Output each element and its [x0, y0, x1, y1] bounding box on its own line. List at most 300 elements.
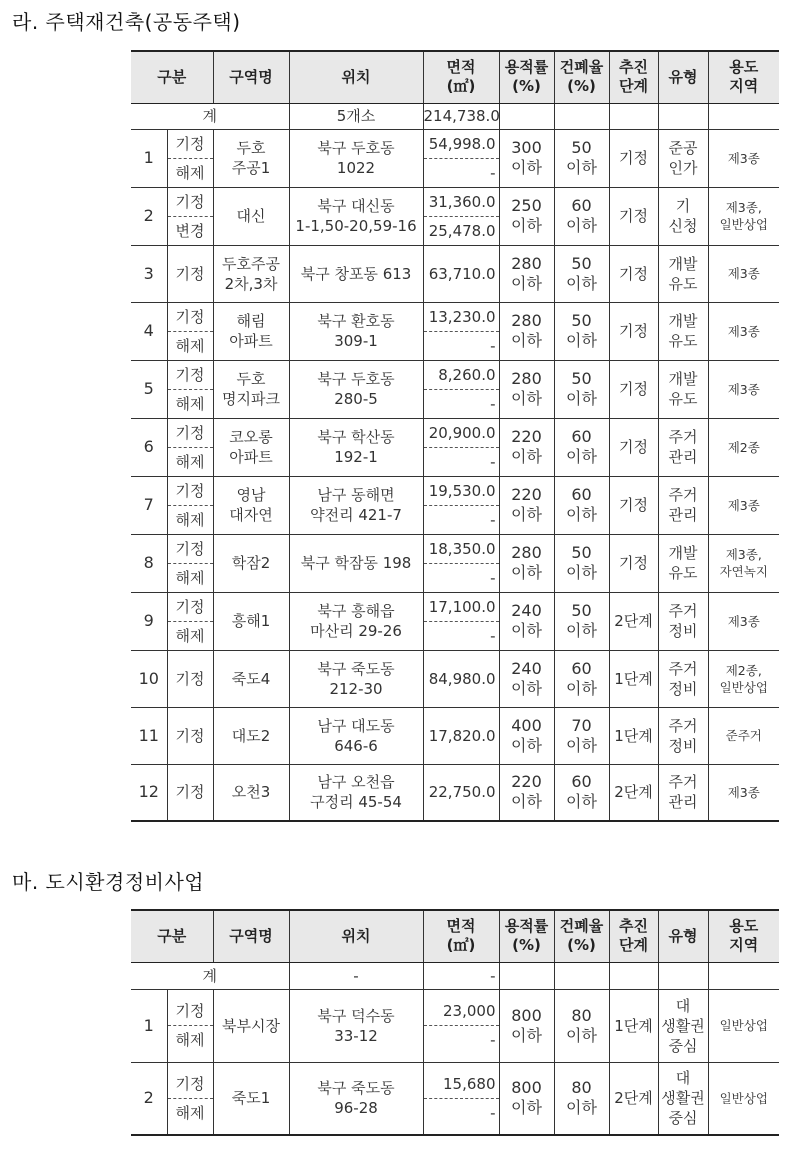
row-far [499, 418, 554, 476]
row-zone [708, 592, 779, 650]
row-far [499, 129, 554, 187]
area-name-line: 북부시장 [222, 1016, 280, 1035]
row-type [658, 650, 708, 707]
row-stage: 기정 [609, 129, 658, 187]
row-zone [708, 1062, 779, 1135]
header-type: 유형 [658, 51, 708, 103]
zone-line: 일반상업 [719, 679, 768, 695]
type-line: 기 [675, 197, 691, 215]
location-line: 남구 동해면 [317, 486, 395, 504]
row-type [658, 989, 708, 1062]
zone-line: 제3종 [727, 323, 760, 339]
row-zone [708, 707, 779, 764]
header-far-line: 용적률 [504, 917, 549, 936]
total-empty-cell [708, 962, 779, 989]
row-number: 8 [131, 534, 167, 592]
location-line: 북구 두호동 [317, 370, 395, 388]
area-name-line: 두호 [236, 370, 266, 388]
row-bcr [554, 476, 609, 534]
far-line: 220 [511, 485, 542, 504]
area-current: 17,100.0 [424, 593, 499, 622]
status-current: 기정 [168, 303, 213, 332]
row-stage: 1단계 [609, 650, 658, 707]
row-area-name [213, 129, 289, 187]
zone-line: 제3종 [727, 381, 760, 397]
row-location [289, 1062, 423, 1135]
total-empty-cell [658, 103, 708, 129]
type-line: 정비 [668, 679, 698, 698]
header-row [131, 910, 779, 962]
header-bcr-line: 건폐율 [559, 917, 604, 936]
type-line: 관리 [668, 506, 698, 524]
table-row [131, 245, 779, 302]
row-status [167, 989, 213, 1062]
row-number: 9 [131, 592, 167, 650]
row-location [289, 989, 423, 1062]
row-zone [708, 650, 779, 707]
zone-line: 제2종 [727, 439, 760, 455]
location-line: 남구 오천읍 [317, 773, 395, 792]
area-name-line: 명지파크 [222, 390, 280, 408]
far-line: 280 [511, 369, 542, 388]
row-area [423, 476, 499, 534]
area-changed: - [490, 1031, 496, 1049]
total-label: 계 [131, 962, 289, 989]
area-name-line: 학잠2 [231, 554, 271, 572]
location-line: 북구 대신동 [317, 197, 395, 215]
header-far-line: (%) [512, 936, 541, 955]
zone-line: 제3종, [725, 547, 762, 562]
total-empty-cell [658, 962, 708, 989]
type-line: 생활권 [661, 1016, 705, 1035]
area-current: 54,998.0 [424, 130, 499, 159]
header-stage-line: 단계 [619, 77, 648, 96]
status-change: 해제 [175, 626, 205, 645]
table-body [131, 103, 779, 821]
far-line: 이하 [511, 678, 542, 698]
row-area [423, 129, 499, 187]
bcr-line: 이하 [566, 678, 597, 698]
header-stage [609, 51, 658, 103]
row-area-name [213, 245, 289, 302]
type-line: 중심 [668, 1109, 698, 1128]
far-line: 이하 [511, 563, 542, 582]
status-current: 기정 [175, 264, 205, 283]
far-line: 이하 [511, 1025, 542, 1045]
row-far [499, 1062, 554, 1135]
row-zone [708, 187, 779, 245]
area-changed: - [490, 510, 496, 529]
type-line: 정비 [668, 622, 698, 640]
far-line: 240 [511, 601, 542, 620]
area-changed: - [490, 1103, 496, 1122]
table-header [131, 910, 779, 962]
header-stage [609, 910, 658, 962]
row-area [423, 302, 499, 360]
bcr-line: 이하 [566, 216, 597, 235]
area-current: 19,530.0 [424, 477, 499, 506]
status-current: 기정 [168, 130, 213, 159]
row-area-name [213, 187, 289, 245]
bcr-line: 50 [571, 253, 592, 273]
area-current: 13,230.0 [424, 303, 499, 332]
header-location: 위치 [289, 51, 423, 103]
table-row [131, 476, 779, 534]
total-area: - [423, 962, 499, 989]
area-name-line: 흥해1 [231, 612, 271, 630]
area-name-line: 오천3 [231, 783, 271, 802]
row-location [289, 360, 423, 418]
total-empty-cell [554, 962, 609, 989]
table-row [131, 707, 779, 764]
status-current: 기정 [175, 726, 205, 745]
total-empty-cell [609, 962, 658, 989]
row-status [167, 245, 213, 302]
row-far [499, 302, 554, 360]
area-current: 23,000 [424, 997, 499, 1026]
location-line: 남구 대도동 [317, 716, 395, 735]
row-stage: 기정 [609, 187, 658, 245]
far-line: 300 [511, 138, 542, 157]
type-line: 유도 [668, 564, 698, 582]
row-bcr [554, 989, 609, 1062]
row-area [423, 650, 499, 707]
row-location [289, 418, 423, 476]
status-current: 기정 [168, 477, 213, 506]
bcr-line: 60 [571, 485, 592, 504]
area-name-line: 죽도4 [231, 669, 271, 688]
status-current: 기정 [175, 669, 205, 688]
zone-line: 자연녹지 [719, 564, 768, 579]
area-current: 18,350.0 [424, 535, 499, 564]
type-line: 인가 [668, 159, 698, 177]
header-location: 위치 [289, 910, 423, 962]
urban-environment-table [131, 909, 779, 1136]
row-stage: 1단계 [609, 707, 658, 764]
location-line: 646-6 [334, 736, 378, 755]
table-row [131, 650, 779, 707]
area-changed: - [490, 394, 496, 413]
header-bcr-line: (%) [567, 77, 596, 96]
row-type [658, 476, 708, 534]
status-change: 변경 [175, 221, 205, 240]
row-location [289, 592, 423, 650]
row-far [499, 187, 554, 245]
row-number: 7 [131, 476, 167, 534]
row-status [167, 302, 213, 360]
row-location [289, 187, 423, 245]
row-status [167, 592, 213, 650]
area-name-line: 대자연 [229, 506, 273, 524]
header-far [499, 51, 554, 103]
row-area [423, 534, 499, 592]
row-zone [708, 245, 779, 302]
row-area [423, 592, 499, 650]
row-zone [708, 764, 779, 821]
row-location [289, 650, 423, 707]
row-far [499, 592, 554, 650]
area-changed: - [490, 336, 496, 355]
area-current: 17,820.0 [428, 726, 496, 745]
status-current: 기정 [168, 535, 213, 564]
location-line: 북구 두호동 [317, 139, 395, 157]
row-status [167, 476, 213, 534]
status-current: 기정 [168, 1070, 213, 1099]
row-stage: 기정 [609, 302, 658, 360]
area-name-line: 아파트 [229, 448, 273, 466]
row-area-name [213, 592, 289, 650]
header-zone-line: 용도 [729, 917, 759, 936]
row-status [167, 129, 213, 187]
row-zone [708, 418, 779, 476]
row-status [167, 360, 213, 418]
bcr-line: 60 [571, 658, 592, 678]
status-change: 해제 [175, 510, 205, 529]
row-stage: 2단계 [609, 592, 658, 650]
zone-line: 일반상업 [719, 1090, 768, 1106]
bcr-line: 이하 [566, 331, 597, 350]
row-zone [708, 989, 779, 1062]
row-stage: 기정 [609, 245, 658, 302]
far-line: 이하 [511, 447, 542, 466]
bcr-line: 이하 [566, 735, 597, 755]
row-area [423, 707, 499, 764]
row-bcr [554, 360, 609, 418]
row-area-name [213, 707, 289, 764]
type-line: 관리 [668, 793, 698, 812]
zone-line: 일반상업 [719, 1018, 768, 1033]
zone-line: 제3종 [727, 613, 760, 629]
table-row [131, 989, 779, 1062]
area-name-line: 2차,3차 [224, 274, 278, 293]
zone-line: 준주거 [725, 728, 762, 743]
far-line: 이하 [511, 735, 542, 755]
type-line: 개발 [668, 312, 698, 330]
row-area-name [213, 534, 289, 592]
row-area [423, 360, 499, 418]
row-number: 11 [131, 707, 167, 764]
bcr-line: 50 [571, 543, 592, 562]
zone-line: 제3종 [727, 266, 760, 281]
location-line: 마산리 29-26 [310, 622, 402, 640]
row-zone [708, 360, 779, 418]
type-line: 유도 [668, 332, 698, 350]
area-name-line: 두호주공 [222, 254, 280, 273]
row-bcr [554, 707, 609, 764]
row-number: 4 [131, 302, 167, 360]
row-stage: 기정 [609, 360, 658, 418]
header-gubun: 구분 [131, 910, 213, 962]
area-changed: - [490, 163, 496, 182]
row-stage: 2단계 [609, 1062, 658, 1135]
type-line: 대 [675, 1069, 691, 1088]
row-status [167, 764, 213, 821]
row-location [289, 129, 423, 187]
type-line: 정비 [668, 736, 698, 755]
table-row [131, 592, 779, 650]
row-area [423, 764, 499, 821]
header-far [499, 910, 554, 962]
row-area-name [213, 650, 289, 707]
bcr-line: 50 [571, 369, 592, 388]
row-status [167, 418, 213, 476]
table-row [131, 418, 779, 476]
row-number: 3 [131, 245, 167, 302]
far-line: 250 [511, 196, 542, 215]
area-name-line: 해림 [236, 312, 266, 330]
status-change: 해제 [175, 1031, 205, 1049]
row-far [499, 650, 554, 707]
header-area [423, 51, 499, 103]
zone-line: 제3종 [727, 497, 760, 513]
row-number: 1 [131, 989, 167, 1062]
type-line: 중심 [668, 1036, 698, 1055]
row-status [167, 187, 213, 245]
area-name-line: 대신 [236, 207, 266, 225]
type-line: 개발 [668, 544, 698, 562]
row-type [658, 129, 708, 187]
header-bcr [554, 51, 609, 103]
header-area-line: 면적 [446, 917, 476, 936]
bcr-line: 이하 [566, 447, 597, 466]
row-bcr [554, 534, 609, 592]
far-line: 이하 [511, 273, 542, 293]
type-line: 개발 [668, 370, 698, 388]
row-zone [708, 302, 779, 360]
status-change: 해제 [175, 336, 205, 355]
row-stage: 2단계 [609, 764, 658, 821]
row-type [658, 360, 708, 418]
row-type [658, 302, 708, 360]
zone-line: 제3종 [727, 784, 760, 800]
location-line: 북구 덕수동 [317, 1006, 395, 1025]
area-changed: - [490, 452, 496, 471]
header-far-line: (%) [512, 77, 541, 96]
bcr-line: 50 [571, 601, 592, 620]
reconstruction-table [131, 50, 779, 822]
row-zone [708, 534, 779, 592]
total-empty-cell [499, 103, 554, 129]
row-bcr [554, 592, 609, 650]
location-line: 북구 창포동 613 [300, 264, 412, 283]
status-current: 기정 [168, 997, 213, 1026]
row-far [499, 764, 554, 821]
header-far-line: 용적률 [504, 58, 549, 77]
bcr-line: 이하 [566, 792, 597, 812]
location-line: 1022 [336, 159, 376, 177]
row-bcr [554, 650, 609, 707]
far-line: 이하 [511, 331, 542, 350]
location-line: 북구 흥해읍 [317, 602, 395, 620]
header-area-name: 구역명 [213, 51, 289, 103]
row-bcr [554, 187, 609, 245]
far-line: 이하 [511, 216, 542, 235]
area-name-line: 죽도1 [231, 1089, 271, 1108]
zone-line: 제2종, [725, 662, 762, 678]
row-bcr [554, 129, 609, 187]
bcr-line: 이하 [566, 1098, 597, 1118]
table-row [131, 302, 779, 360]
bcr-line: 이하 [566, 1025, 597, 1045]
row-type [658, 1062, 708, 1135]
status-change: 해제 [175, 452, 205, 471]
row-far [499, 534, 554, 592]
table-row [131, 360, 779, 418]
bcr-line: 60 [571, 196, 592, 215]
row-area-name [213, 476, 289, 534]
total-area: 214,738.0 [423, 103, 499, 129]
row-area [423, 418, 499, 476]
far-line: 240 [511, 658, 542, 678]
location-line: 96-28 [334, 1099, 378, 1118]
row-status [167, 1062, 213, 1135]
far-line: 이하 [511, 792, 542, 812]
header-zone-line: 용도 [729, 58, 759, 77]
location-line: 북구 죽도동 [317, 659, 395, 678]
row-number: 10 [131, 650, 167, 707]
location-line: 212-30 [329, 679, 383, 698]
type-line: 생활권 [661, 1089, 705, 1108]
far-line: 220 [511, 427, 542, 446]
location-line: 192-1 [334, 448, 378, 466]
section-title-reconstruction: 라. 주택재건축(공동주택) [12, 10, 241, 34]
far-line: 이하 [511, 1098, 542, 1118]
row-far [499, 476, 554, 534]
far-line: 220 [511, 772, 542, 792]
area-current: 31,360.0 [424, 188, 499, 217]
area-name-line: 아파트 [229, 332, 273, 350]
header-zone-line: 지역 [729, 77, 759, 96]
type-line: 주거 [668, 486, 698, 504]
row-stage: 기정 [609, 534, 658, 592]
row-far [499, 989, 554, 1062]
table-row [131, 764, 779, 821]
status-change: 해제 [175, 568, 205, 587]
area-current: 15,680 [424, 1070, 499, 1099]
table-header [131, 51, 779, 103]
status-change: 해제 [175, 163, 205, 182]
far-line: 280 [511, 311, 542, 330]
location-line: 북구 학잠동 198 [300, 554, 412, 572]
area-name-line: 대도2 [231, 726, 271, 745]
total-empty-cell [609, 103, 658, 129]
header-area-name: 구역명 [213, 910, 289, 962]
far-line: 400 [511, 715, 542, 735]
total-row [131, 962, 779, 989]
location-line: 33-12 [334, 1026, 378, 1045]
header-type: 유형 [658, 910, 708, 962]
area-current: 20,900.0 [424, 419, 499, 448]
table-row [131, 187, 779, 245]
header-zone-line: 지역 [729, 936, 759, 955]
row-location [289, 476, 423, 534]
row-area-name [213, 989, 289, 1062]
location-line: 280-5 [334, 390, 378, 408]
far-line: 800 [511, 1078, 542, 1098]
bcr-line: 이하 [566, 158, 597, 177]
location-line: 북구 학산동 [317, 428, 395, 446]
row-far [499, 707, 554, 764]
location-line: 북구 환호동 [317, 312, 395, 330]
area-current: 22,750.0 [428, 783, 496, 802]
location-line: 약전리 421-7 [310, 506, 402, 524]
location-line: 1-1,50-20,59-16 [295, 217, 417, 235]
header-area [423, 910, 499, 962]
row-location [289, 245, 423, 302]
type-line: 주거 [668, 428, 698, 446]
row-type [658, 707, 708, 764]
bcr-line: 이하 [566, 505, 597, 524]
